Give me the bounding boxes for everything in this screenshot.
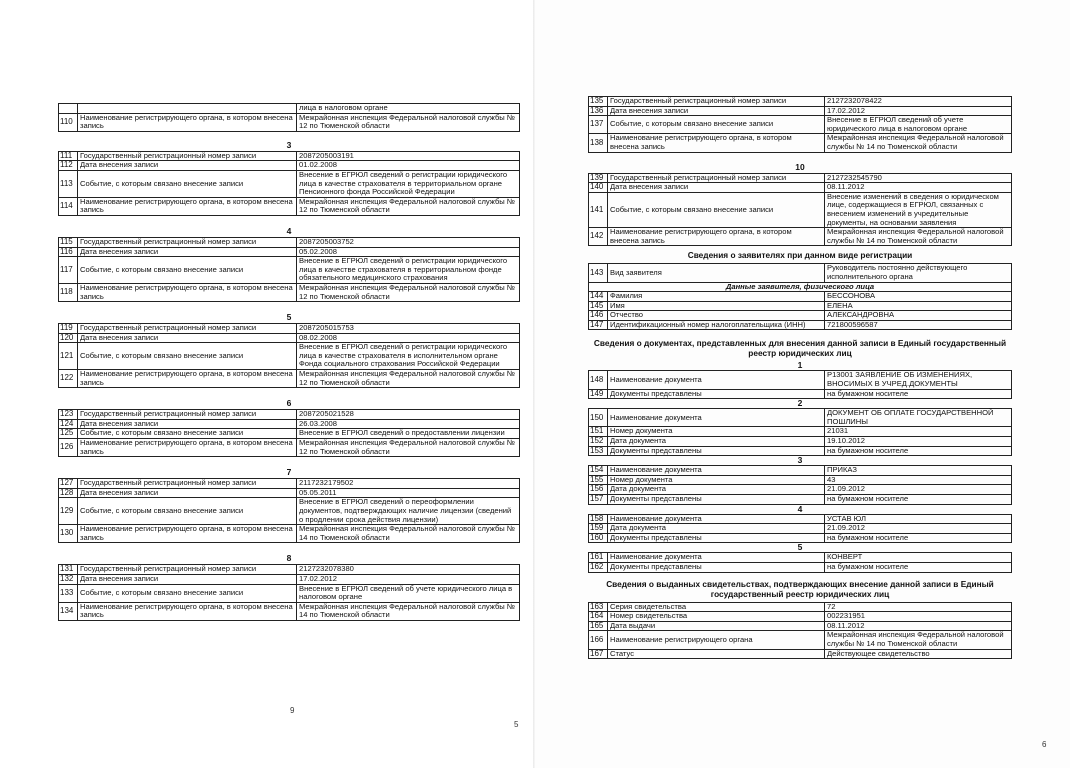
document-table bbox=[588, 408, 1012, 456]
table-row: 150 Наименование документа ДОКУМЕНТ ОБ ОПЛАТЕ ГОСУДАРСТВЕННОЙ ПОШЛИНЫ bbox=[589, 409, 1012, 427]
table-row: 136 Дата внесения записи 17.02.2012 bbox=[589, 106, 1012, 116]
record-group bbox=[58, 216, 520, 302]
table-row: 126 Наименование регистрирующего органа, в котором внесена запись Межрайонная инспекция Федеральной налоговой службы № 12 по Тюменской области bbox=[59, 439, 520, 457]
group-title: 4 bbox=[797, 503, 803, 514]
table-row: 163 Серия свидетельства 72 bbox=[589, 602, 1012, 612]
table-row: 125 Событие, с которым связано внесение записи Внесение в ЕГРЮЛ сведений о предоставлении лицензии bbox=[59, 429, 520, 439]
table-row: 164 Номер свидетельства 002231951 bbox=[589, 612, 1012, 622]
left-column bbox=[58, 103, 520, 621]
table-row: 144 Фамилия БЕССОНОВА bbox=[589, 292, 1012, 302]
table-row: 146 Отчество АЛЕКСАНДРОВНА bbox=[589, 311, 1012, 321]
group-title: 8 bbox=[286, 553, 292, 564]
table-row: 118 Наименование регистрирующего органа, в котором внесена запись Межрайонная инспекция Федеральной налоговой службы № 12 по Тюменской области bbox=[59, 283, 520, 301]
table-row: 137 Событие, с которым связано внесение записи Внесение в ЕГРЮЛ сведений об учете юридического лица в налоговом органе bbox=[589, 116, 1012, 134]
record-table-10 bbox=[588, 173, 1012, 247]
group-title: 5 bbox=[797, 542, 803, 553]
record-group bbox=[58, 543, 520, 621]
document-group bbox=[588, 505, 1012, 544]
group-title: 5 bbox=[286, 312, 292, 323]
record-group bbox=[58, 388, 520, 457]
table-row: 122 Наименование регистрирующего органа, в котором внесена запись Межрайонная инспекция Федеральной налоговой службы № 12 по Тюменской области bbox=[59, 370, 520, 388]
group-title: 6 bbox=[286, 398, 292, 409]
documents-groups bbox=[588, 361, 1012, 572]
applicant-subtitle: Данные заявителя, физического лица bbox=[589, 282, 1012, 292]
table-row: 155 Номер документа 43 bbox=[589, 475, 1012, 485]
table-row: 124 Дата внесения записи 26.03.2008 bbox=[59, 419, 520, 429]
table-row: 114 Наименование регистрирующего органа, в котором внесена запись Межрайонная инспекция Федеральной налоговой службы № 12 по Тюменской области bbox=[59, 197, 520, 215]
table-row: 157 Документы представлены на бумажном носителе bbox=[589, 495, 1012, 505]
table-row: 120 Дата внесения записи 08.02.2008 bbox=[59, 333, 520, 343]
table-row: 132 Дата внесения записи 17.02.2012 bbox=[59, 574, 520, 584]
table-row: 129 Событие, с которым связано внесение записи Внесение в ЕГРЮЛ сведений о переоформлении документов, подтверждающих наличие лицензии (сведений о продлении срока действия лицензии) bbox=[59, 498, 520, 525]
table-row: 149 Документы представлены на бумажном носителе bbox=[589, 389, 1012, 399]
table-row: 134 Наименование регистрирующего органа, в котором внесена запись Межрайонная инспекция Федеральной налоговой службы № 14 по Тюменской области bbox=[59, 602, 520, 620]
table-row: 110 Наименование регистрирующего органа, в котором внесена запись Межрайонная инспекция Федеральной налоговой службы № 12 по Тюменской области bbox=[59, 113, 520, 131]
applicants-section-title: Сведения о заявителях при данном виде регистрации bbox=[687, 250, 913, 261]
table-row: 128 Дата внесения записи 05.05.2011 bbox=[59, 488, 520, 498]
certificates-table bbox=[588, 602, 1012, 660]
record-group bbox=[58, 457, 520, 543]
table-row: 112 Дата внесения записи 01.02.2008 bbox=[59, 161, 520, 171]
table-row: 162 Документы представлены на бумажном носителе bbox=[589, 562, 1012, 572]
table-row: лица в налоговом органе bbox=[59, 104, 520, 114]
certificates-section-title: Сведения о выданных свидетельствах, подтверждающих внесение данной записи в Единый государственный реестр юридических лиц bbox=[606, 578, 994, 599]
table-row: 165 Дата выдачи 08.11.2012 bbox=[589, 621, 1012, 631]
table-row: 152 Дата документа 19.10.2012 bbox=[589, 437, 1012, 447]
group-title: 1 bbox=[797, 360, 803, 371]
documents-section-title: Сведения о документах, представленных для внесения данной записи в Единый государственный реестр юридических лиц bbox=[593, 338, 1007, 359]
document-table bbox=[588, 552, 1012, 572]
table-row: 145 Имя ЕЛЕНА bbox=[589, 301, 1012, 311]
table-row: 161 Наименование документа КОНВЕРТ bbox=[589, 553, 1012, 563]
applicants-table bbox=[588, 263, 1012, 330]
table-row: 159 Дата документа 21.09.2012 bbox=[589, 524, 1012, 534]
record-table bbox=[58, 409, 520, 457]
document-group bbox=[588, 456, 1012, 504]
table-row: 148 Наименование документа Р13001 ЗАЯВЛЕНИЕ ОБ ИЗМЕНЕНИЯХ, ВНОСИМЫХ В УЧРЕД.ДОКУМЕНТЫ bbox=[589, 371, 1012, 389]
table-row: 143 Вид заявителя Руководитель постоянно действующего исполнительного органа bbox=[589, 264, 1012, 282]
left-record-groups bbox=[58, 132, 520, 621]
table-row: 113 Событие, с которым связано внесение записи Внесение в ЕГРЮЛ сведений о регистрации юридического лица в качестве страхователя в территориальном органе Пенсионного фонда Российской Федерации bbox=[59, 170, 520, 197]
group-title: 7 bbox=[286, 467, 292, 478]
group-title: 3 bbox=[797, 455, 803, 466]
record-group bbox=[58, 132, 520, 216]
table-row: 156 Дата документа 21.09.2012 bbox=[589, 485, 1012, 495]
table-row: 139 Государственный регистрационный номер записи 2127232545790 bbox=[589, 173, 1012, 183]
right-column bbox=[588, 96, 1012, 659]
document-table bbox=[588, 514, 1012, 544]
record-table bbox=[58, 564, 520, 621]
table-row bbox=[589, 282, 1012, 292]
table-row: 147 Идентификационный номер налогоплательщика (ИНН) 721800596587 bbox=[589, 320, 1012, 330]
document-group bbox=[588, 543, 1012, 572]
document-table bbox=[588, 370, 1012, 399]
table-row: 138 Наименование регистрирующего органа, в котором внесена запись Межрайонная инспекция Федеральной налоговой службы № 14 по Тюменской области bbox=[589, 134, 1012, 152]
record-table bbox=[58, 323, 520, 388]
table-row: 135 Государственный регистрационный номер записи 2127232078422 bbox=[589, 97, 1012, 107]
table-row: 140 Дата внесения записи 08.11.2012 bbox=[589, 183, 1012, 193]
table-row: 115 Государственный регистрационный номер записи 2087205003752 bbox=[59, 237, 520, 247]
right-page bbox=[535, 0, 1070, 768]
document-table bbox=[588, 465, 1012, 504]
top-record-table bbox=[588, 96, 1012, 153]
table-row: 127 Государственный регистрационный номер записи 2117232179502 bbox=[59, 479, 520, 489]
table-row: 123 Государственный регистрационный номер записи 2087205021528 bbox=[59, 410, 520, 420]
table-row: 154 Наименование документа ПРИКАЗ bbox=[589, 466, 1012, 476]
table-row: 121 Событие, с которым связано внесение записи Внесение в ЕГРЮЛ сведений о регистрации юридического лица в качестве страхователя в исполнительном органе Фонда социального страхования Российской Федерации bbox=[59, 343, 520, 370]
table-row: 130 Наименование регистрирующего органа, в котором внесена запись Межрайонная инспекция Федеральной налоговой службы № 14 по Тюменской области bbox=[59, 525, 520, 543]
group-title: 4 bbox=[286, 225, 292, 236]
group-title: 3 bbox=[286, 139, 292, 150]
table-row: 141 Событие, с которым связано внесение записи Внесение изменений в сведения о юридическом лице, содержащиеся в ЕГРЮЛ, связанных с внесением изменений в учредительные документы, на основании заявления bbox=[589, 192, 1012, 227]
table-row: 167 Статус Действующее свидетельство bbox=[589, 649, 1012, 659]
record-group bbox=[58, 302, 520, 388]
table-row: 158 Наименование документа УСТАВ ЮЛ bbox=[589, 514, 1012, 524]
table-row: 133 Событие, с которым связано внесение записи Внесение в ЕГРЮЛ сведений об учете юридического лица в налоговом органе bbox=[59, 584, 520, 602]
table-row: 153 Документы представлены на бумажном носителе bbox=[589, 446, 1012, 456]
top-partial-table bbox=[58, 103, 520, 132]
document-group bbox=[588, 399, 1012, 456]
table-row: 117 Событие, с которым связано внесение записи Внесение в ЕГРЮЛ сведений о регистрации юридического лица в качестве страхователя в территориальном фонде обязательного медицинского страхования bbox=[59, 257, 520, 284]
record-table bbox=[58, 237, 520, 302]
page-number: 5 bbox=[514, 720, 519, 729]
table-row: 160 Документы представлены на бумажном носителе bbox=[589, 533, 1012, 543]
table-row: 119 Государственный регистрационный номер записи 2087205015753 bbox=[59, 324, 520, 334]
table-row: 166 Наименование регистрирующего органа Межрайонная инспекция Федеральной налоговой службы № 14 по Тюменской области bbox=[589, 631, 1012, 649]
group-title: 10 bbox=[795, 161, 805, 172]
table-row: 116 Дата внесения записи 05.02.2008 bbox=[59, 247, 520, 257]
record-table bbox=[58, 151, 520, 216]
table-row: 142 Наименование регистрирующего органа, в котором внесена запись Межрайонная инспекция Федеральной налоговой службы № 14 по Тюменской области bbox=[589, 228, 1012, 246]
record-table bbox=[58, 478, 520, 543]
group-title: 2 bbox=[797, 398, 803, 409]
table-row: 151 Номер документа 21031 bbox=[589, 427, 1012, 437]
document-group bbox=[588, 361, 1012, 399]
table-row: 131 Государственный регистрационный номер записи 2127232078380 bbox=[59, 565, 520, 575]
table-row: 111 Государственный регистрационный номер записи 2087205003191 bbox=[59, 151, 520, 161]
page-number: 6 bbox=[1042, 740, 1047, 749]
corner-mark: 9 bbox=[290, 706, 295, 715]
